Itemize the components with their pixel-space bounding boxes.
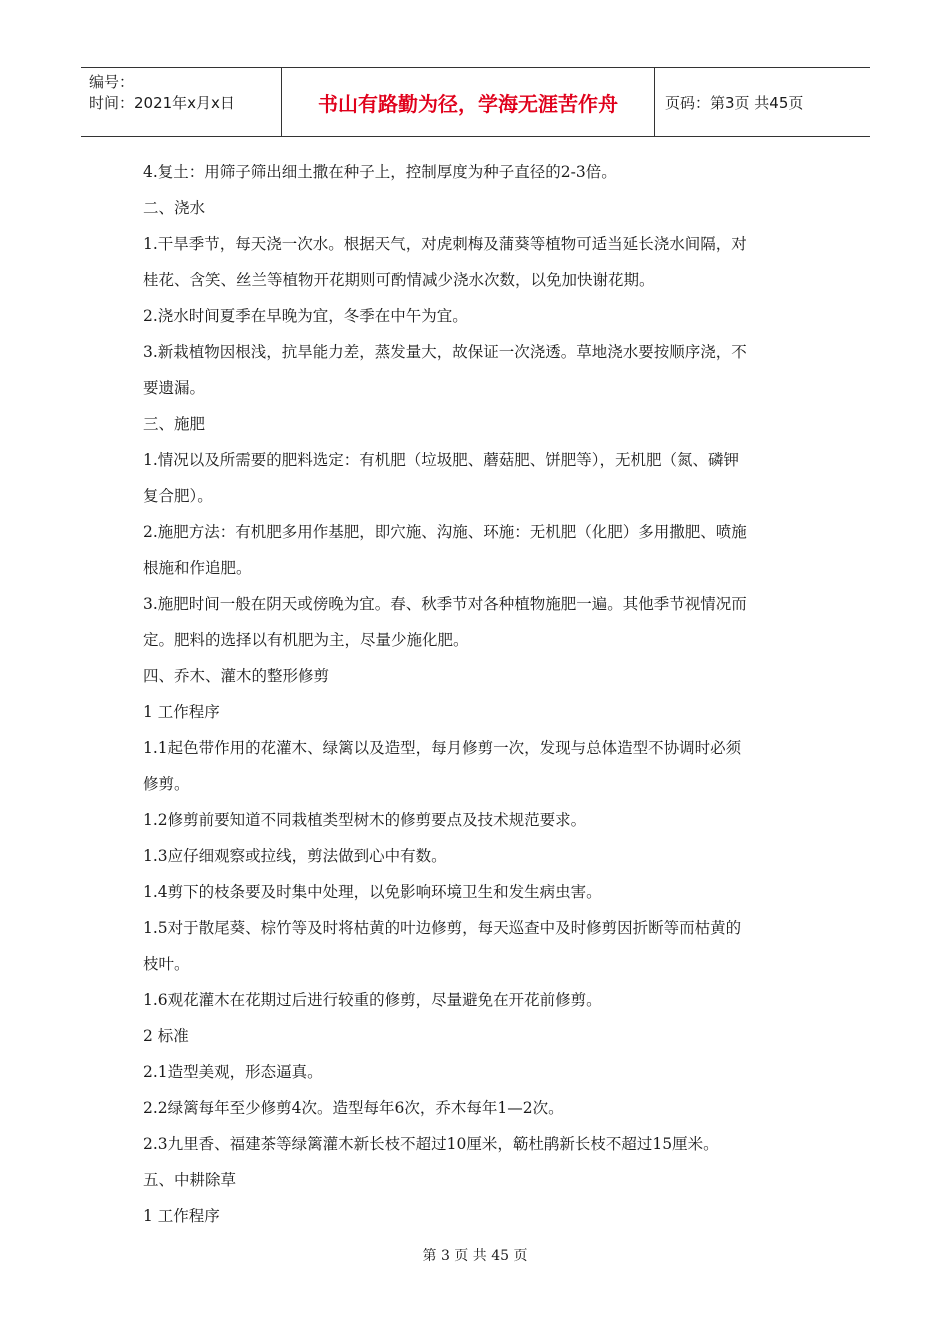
body-line: 2.2绿篱每年至少修剪4次。造型每年6次，乔木每年1—2次。 [143,1099,564,1117]
body-line: 2.3九里香、福建茶等绿篱灌木新长枝不超过10厘米，簕杜鹃新长枝不超过15厘米。 [143,1135,719,1153]
header-page-info: 页码：第3页 共45页 [665,93,804,112]
header-motto: 书山有路勤为径，学海无涯苦作舟 [282,68,655,136]
body-line: 根施和作追肥。 [143,559,252,577]
section-heading: 四、乔木、灌木的整形修剪 [143,667,330,685]
subsection-heading: 1 工作程序 [143,703,220,721]
section-heading: 五、中耕除草 [143,1171,237,1189]
body-line: 2.施肥方法：有机肥多用作基肥，即穴施、沟施、环施：无机肥（化肥）多用撒肥、喷施 [143,523,747,541]
body-line: 1.情况以及所需要的肥料选定：有机肥（垃圾肥、蘑菇肥、饼肥等），无机肥（氮、磷钾 [143,451,740,469]
section-heading: 二、浇水 [143,199,206,217]
number-label: 编号： [89,73,135,91]
body-line: 1.干旱季节，每天浇一次水。根据天气，对虎刺梅及蒲葵等植物可适当延长浇水间隔，对 [143,235,747,253]
page-footer: 第 3 页 共 45 页 [422,1248,528,1264]
body-line: 1.5对于散尾葵、棕竹等及时将枯黄的叶边修剪，每天巡查中及时修剪因折断等而枯黄的 [143,919,742,937]
section-heading: 三、施肥 [143,415,206,433]
body-line: 1.4剪下的枝条要及时集中处理，以免影响环境卫生和发生病虫害。 [143,883,602,901]
body-line: 2.1造型美观，形态逼真。 [143,1063,323,1081]
body-line: 2.浇水时间夏季在早晚为宜，冬季在中午为宜。 [143,307,468,325]
body-line: 枝叶。 [143,955,190,973]
subsection-heading: 1 工作程序 [143,1207,220,1225]
body-line: 1.6观花灌木在花期过后进行较重的修剪，尽量避免在开花前修剪。 [143,991,602,1009]
document-body [143,154,813,1234]
body-line: 桂花、含笑、丝兰等植物开花期则可酌情减少浇水次数，以免加快谢花期。 [143,271,655,289]
date-label: 时间：2021年x月x日 [89,94,235,112]
body-line: 修剪。 [143,775,190,793]
body-line: 1.2修剪前要知道不同栽植类型树木的修剪要点及技术规范要求。 [143,811,587,829]
body-line: 1.3应仔细观察或拉线，剪法做到心中有数。 [143,847,447,865]
header-meta [81,68,282,136]
body-line: 4.复土：用筛子筛出细土撒在种子上，控制厚度为种子直径的2-3倍。 [143,163,617,181]
body-line: 定。肥料的选择以有机肥为主，尽量少施化肥。 [143,631,469,649]
body-line: 1.1起色带作用的花灌木、绿篱以及造型，每月修剪一次，发现与总体造型不协调时必须 [143,739,742,757]
subsection-heading: 2 标准 [143,1027,189,1045]
body-line: 复合肥）。 [143,487,213,505]
body-line: 要遗漏。 [143,379,206,397]
body-line: 3.新栽植物因根浅，抗旱能力差，蒸发量大，故保证一次浇透。草地浇水要按顺序浇，不 [143,343,747,361]
body-line: 3.施肥时间一般在阴天或傍晚为宜。春、秋季节对各种植物施肥一遍。其他季节视情况而 [143,595,747,613]
document-header [81,67,870,137]
